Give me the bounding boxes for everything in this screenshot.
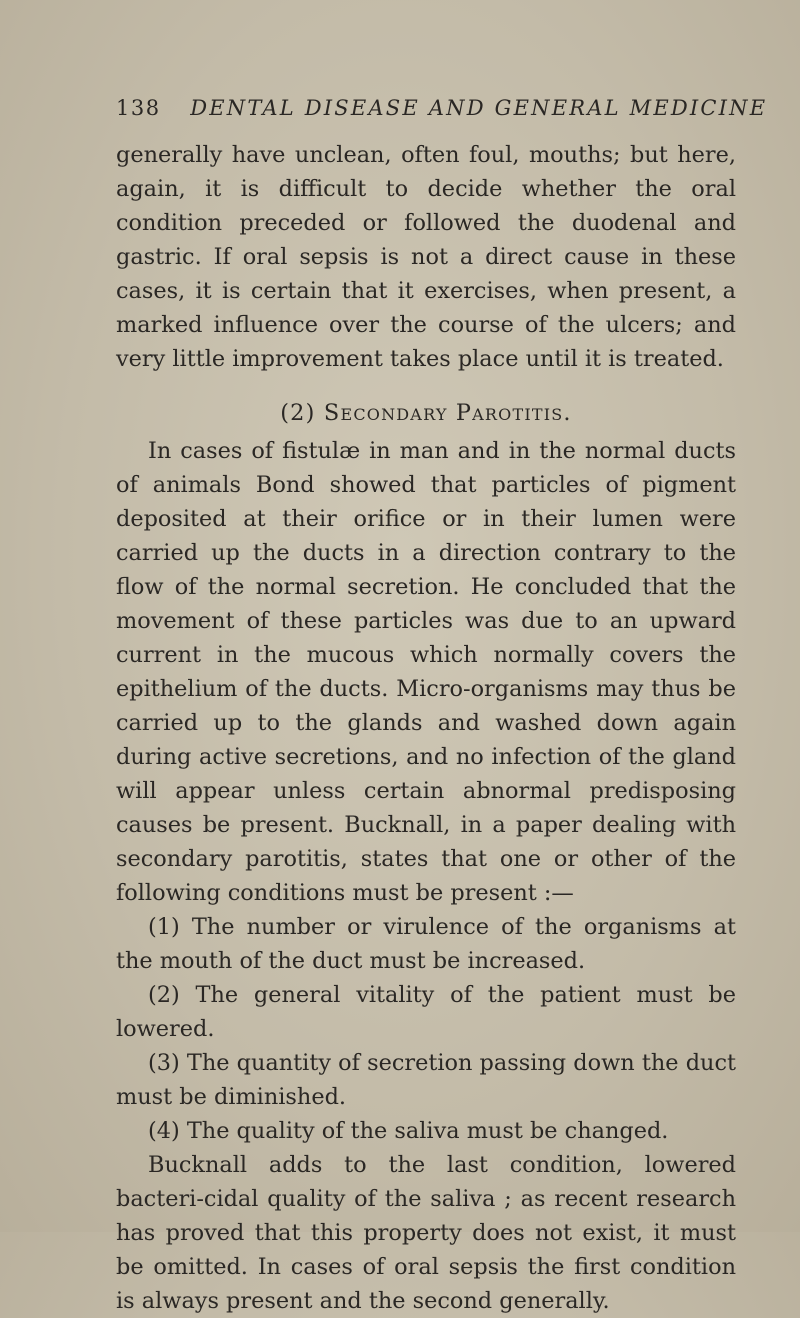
section-number: (2) <box>280 400 316 426</box>
running-head <box>116 96 768 126</box>
paragraph-main: In cases of fistulæ in man and in the normal ducts of animals Bond showed that particles of pigment deposited at their orifice or in their lumen were carried up the ducts in a direction contrary to the flow of the normal secretion. He concluded that the movement of these particles was due to an upward current in the mucous which normally covers the epithelium of the ducts. Micro-organisms may thus be carried up to the glands and washed down again during active secretions, and no infection of the gland will appear unless certain abnormal predisposing causes be present. Bucknall, in a paper dealing with secondary parotitis, states that one or other of the following conditions must be present :— <box>116 438 736 906</box>
page-number: 138 <box>116 96 161 120</box>
body-text <box>116 138 736 1318</box>
condition-item-4: (4) The quality of the saliva must be changed. <box>148 1118 669 1144</box>
section-heading <box>116 376 736 434</box>
paragraph-final: Bucknall adds to the last condition, lowered bacteri-cidal quality of the saliva ; as recent research has proved that this property does not exist, it must be omitted. In cases of oral sepsis the first condition is always present and the second generally. <box>116 1152 736 1314</box>
condition-item-1: (1) The number or virulence of the organisms at the mouth of the duct must be increased. <box>116 914 736 974</box>
running-title: DENTAL DISEASE AND GENERAL MEDICINE <box>190 96 768 120</box>
condition-item-3: (3) The quantity of secretion passing down the duct must be diminished. <box>116 1050 736 1110</box>
paragraph-continued: generally have unclean, often foul, mouths; but here, again, it is difficult to decide whether the oral condition preceded or followed the duodenal and gastric. If oral sepsis is not a direct cause in these cases, it is certain that it exercises, when present, a marked influence over the course of the ulcers; and very little improvement takes place until it is treated. <box>116 142 736 372</box>
condition-item-2: (2) The general vitality of the patient must be lowered. <box>116 982 736 1042</box>
section-title: Secondary Parotitis. <box>323 400 572 426</box>
